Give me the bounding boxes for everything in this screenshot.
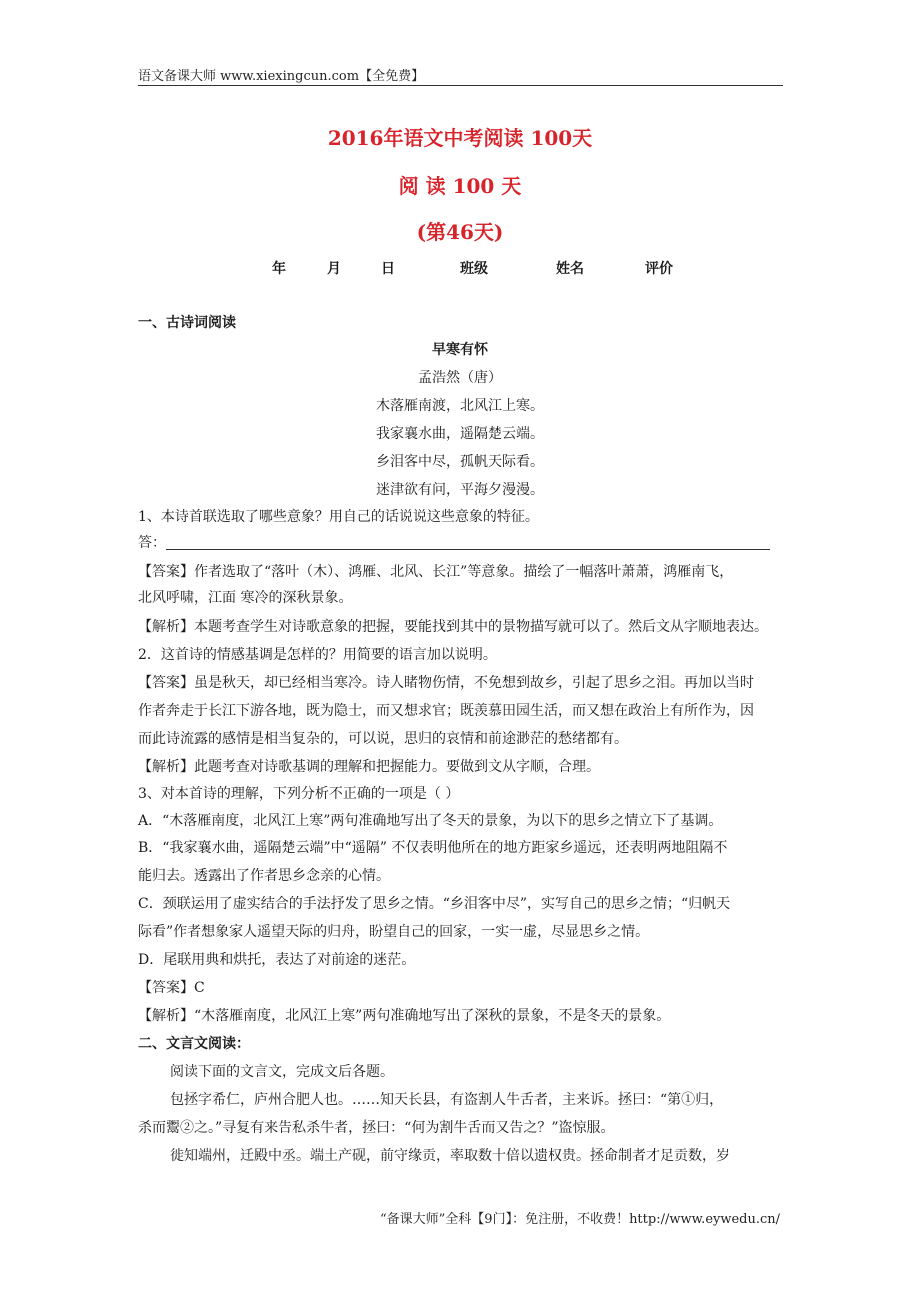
passage-line: 徙知端州，迁殿中丞。端土产砚，前守缘贡，率取数十倍以遗权贵。拯命制者才足贡数，岁 (170, 1148, 730, 1164)
option-c-line: C．颈联运用了虚实结合的手法抒发了思乡之情。“乡泪客中尽”，实写自己的思乡之情；“归帆天 (138, 896, 731, 912)
main-title: 2016年语文中考阅读 100天 (327, 126, 593, 150)
header-text: 语文备课大师 www.xiexingcun.com【全免费】 (138, 69, 425, 84)
answer-1-line: 北风呼啸，江面 寒冷的深秋景象。 (138, 590, 353, 606)
section2-heading: 二、文言文阅读： (138, 1036, 250, 1052)
header-divider (138, 85, 783, 86)
passage-line: 杀而鬻②之。”寻复有来告私杀牛者，拯曰：“何为割牛舌而又告之？”盗惊服。 (138, 1120, 615, 1136)
question-1: 1、本诗首联选取了哪些意象？用自己的话说说这些意象的特征。 (138, 509, 539, 525)
option-b-line: B．“我家襄水曲，遥隔楚云端”中“遥隔” 不仅表明他所在的地方距家乡遥远，还表明两地阻隔不 (138, 840, 728, 856)
meta-name: 姓名 (556, 261, 584, 277)
answer-3: 【答案】C (138, 980, 205, 996)
option-a: A．“木落雁南度，北风江上寒”两句准确地写出了冬天的景象，为以下的思乡之情立下了基调。 (138, 813, 723, 829)
option-b-line: 能归去。透露出了作者思乡念亲的心情。 (138, 868, 390, 884)
poem-title: 早寒有怀 (432, 342, 488, 358)
sub-title: 阅 读 100 天 (398, 174, 522, 198)
meta-rating: 评价 (645, 261, 673, 277)
poem-line: 木落雁南渡，北风江上寒。 (376, 398, 544, 414)
answer-label: 答： (138, 535, 166, 551)
meta-day: 日 (381, 261, 395, 277)
option-d: D．尾联用典和烘托，表达了对前途的迷茫。 (138, 952, 416, 968)
answer-2-line: 作者奔走于长江下游各地，既为隐士，而又想求官；既羡慕田园生活，而又想在政治上有所作为，因 (138, 703, 754, 719)
explanation-2: 【解析】此题考查对诗歌基调的理解和把握能力。要做到文从字顺，合理。 (138, 759, 600, 775)
answer-1-line: 【答案】作者选取了“落叶（木）、鸿雁、北风、长江”等意象。描绘了一幅落叶萧萧，鸿雁南飞， (138, 564, 734, 580)
passage-line: 包拯字希仁，庐州合肥人也。……知天长县，有盗割人牛舌者，主来诉。拯曰：“第①归， (170, 1092, 724, 1108)
section1-heading: 一、古诗词阅读 (138, 315, 236, 331)
section2-intro: 阅读下面的文言文，完成文后各题。 (170, 1064, 394, 1080)
poem-line: 我家襄水曲，遥隔楚云端。 (376, 426, 544, 442)
answer-2-line: 【答案】虽是秋天，却已经相当寒冷。诗人睹物伤情，不免想到故乡，引起了思乡之泪。再加以当时 (138, 675, 754, 691)
option-c-line: 际看”作者想象家人遥望天际的归舟，盼望自己的回家，一实一虚，尽显思乡之情。 (138, 924, 650, 940)
poem-author: 孟浩然（唐） (418, 370, 502, 386)
meta-month: 月 (327, 261, 341, 277)
poem-line: 迷津欲有问，平海夕漫漫。 (376, 482, 544, 498)
answer-blank-line (166, 549, 770, 550)
explanation-3: 【解析】“木落雁南度，北风江上寒”两句准确地写出了深秋的景象，不是冬天的景象。 (138, 1008, 671, 1024)
explanation-1: 【解析】本题考查学生对诗歌意象的把握，要能找到其中的景物描写就可以了。然后文从字顺地表达。 (138, 619, 768, 635)
meta-year: 年 (272, 261, 286, 277)
answer-2-line: 而此诗流露的感情是相当复杂的，可以说，思归的哀情和前途渺茫的愁绪都有。 (138, 731, 628, 747)
question-2: 2．这首诗的情感基调是怎样的？用简要的语言加以说明。 (138, 647, 497, 663)
day-title: (第46天) (416, 220, 504, 244)
question-3: 3、对本首诗的理解，下列分析不正确的一项是（ ） (138, 786, 460, 802)
meta-class: 班级 (460, 261, 488, 277)
meta-row (0, 258, 920, 278)
poem-line: 乡泪客中尽，孤帆天际看。 (376, 454, 544, 470)
footer-text: “备课大师”全科【9门】：免注册，不收费！http://www.eywedu.cn/ (380, 1212, 781, 1227)
